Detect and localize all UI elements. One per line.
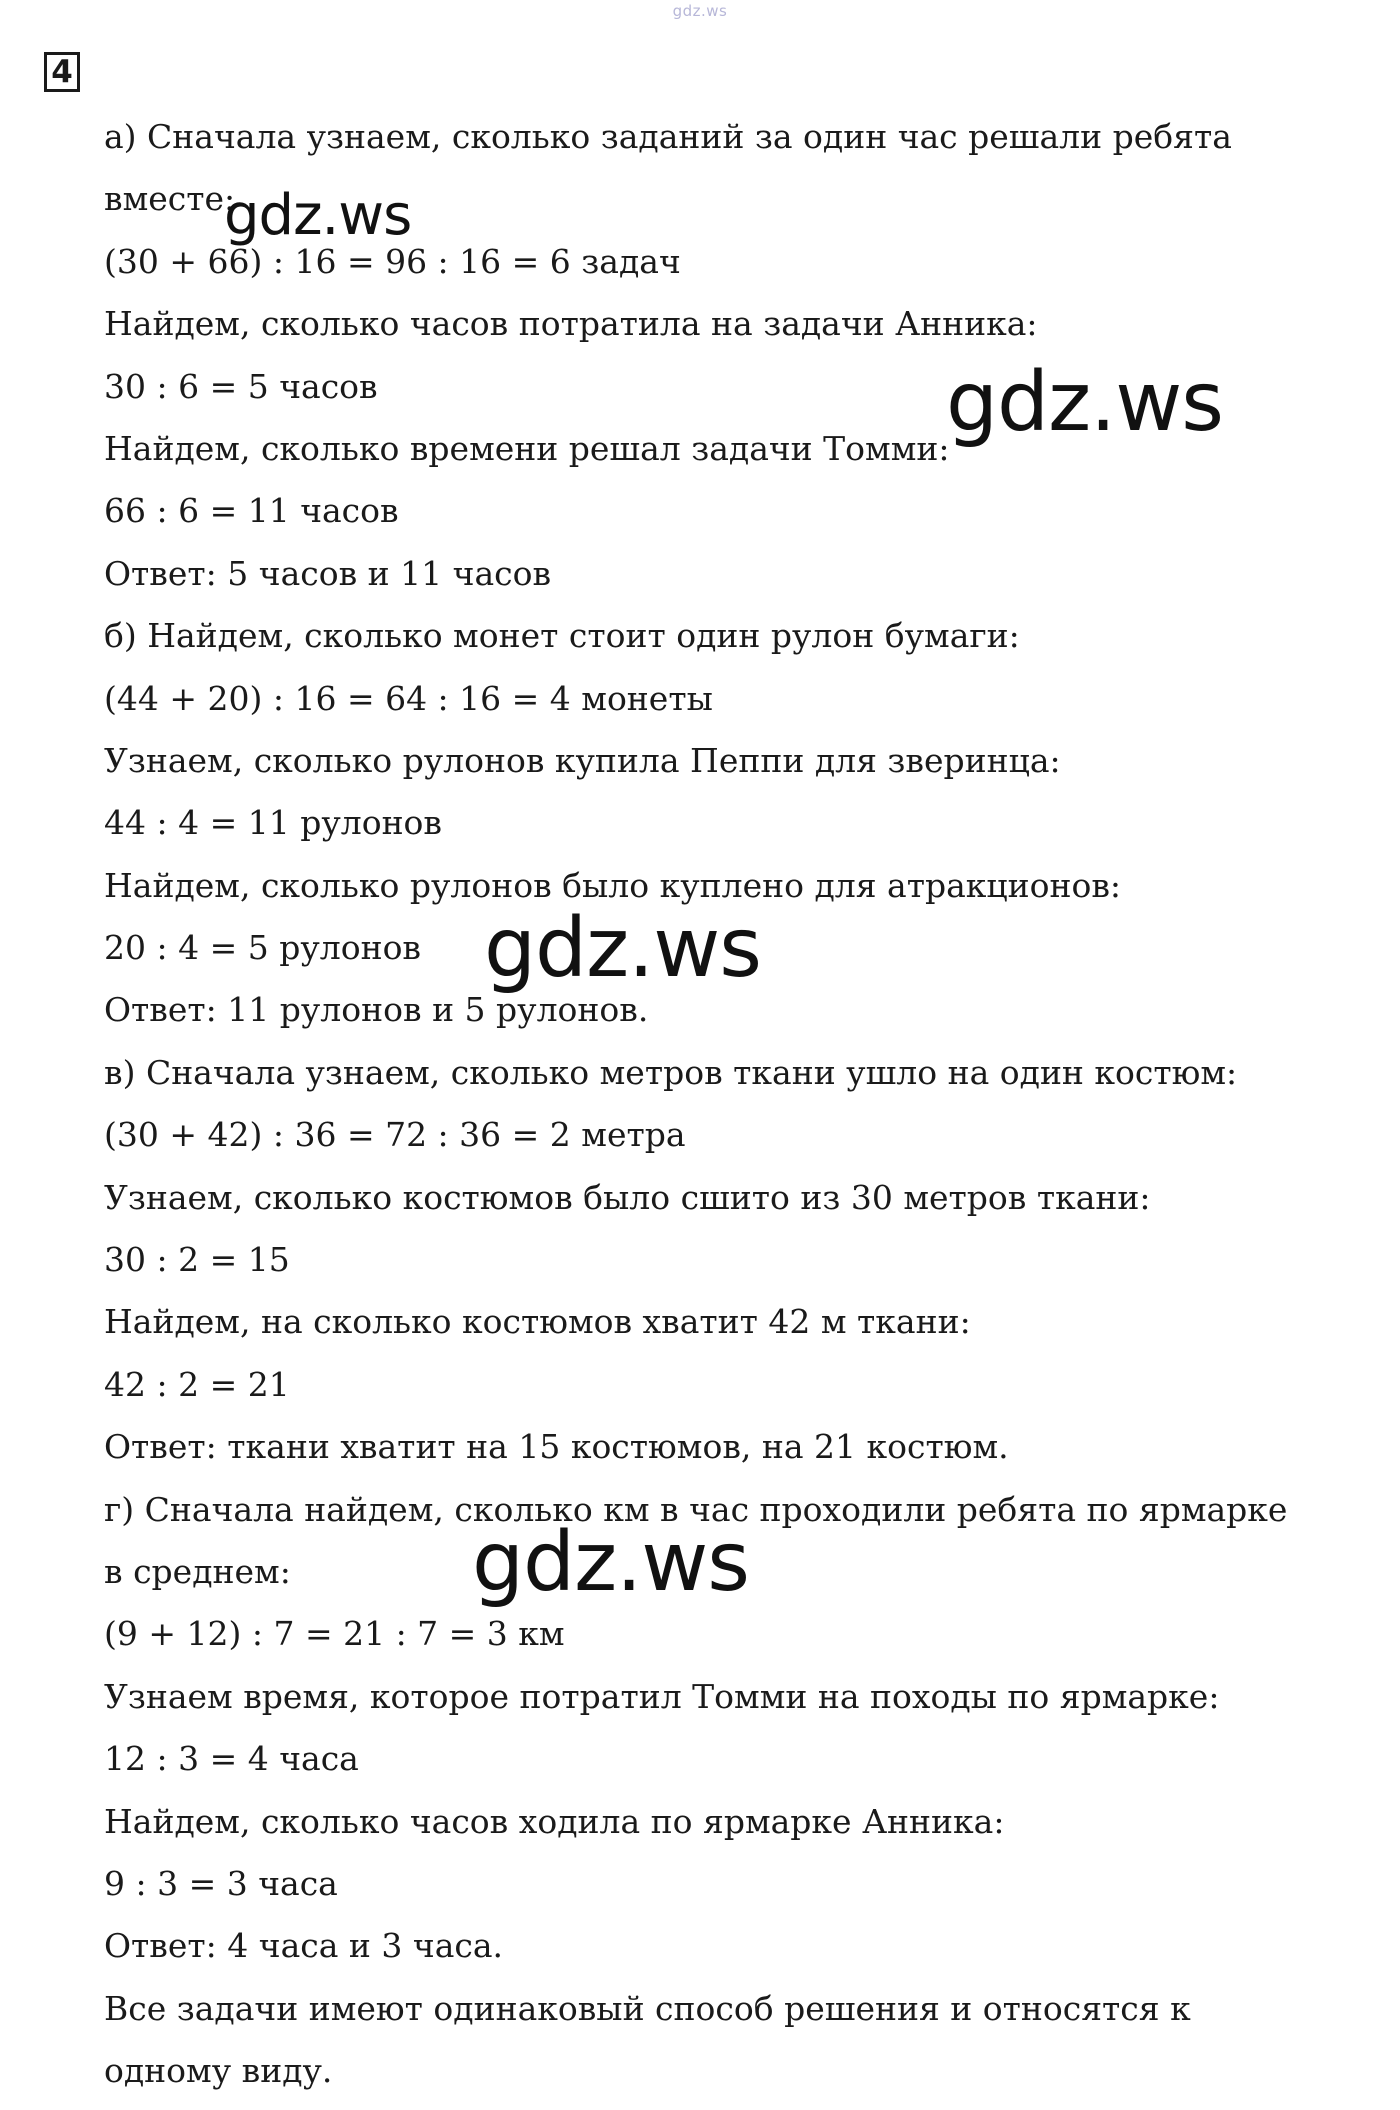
exercise-number-badge: 4 <box>44 52 80 92</box>
text-line: б) Найдем, сколько монет стоит один рулон бумаги: <box>104 616 1020 656</box>
text-line: одному виду. <box>104 2051 333 2091</box>
text-line: в) Сначала узнаем, сколько метров ткани ушло на один костюм: <box>104 1052 1238 1092</box>
text-line: 42 : 2 = 21 <box>104 1364 290 1404</box>
text-line: Узнаем, сколько рулонов купила Пеппи для зверинца: <box>104 740 1061 780</box>
text-line: 30 : 6 = 5 часов <box>104 366 378 406</box>
gdz-watermark: gdz.ws <box>472 1515 749 1610</box>
text-line: Ответ: 11 рулонов и 5 рулонов. <box>104 990 649 1030</box>
text-line: Узнаем время, которое потратил Томми на походы по ярмарке: <box>104 1676 1220 1716</box>
text-line: 66 : 6 = 11 часов <box>104 491 399 531</box>
text-line: Найдем, сколько часов потратила на задачи Анника: <box>104 304 1038 344</box>
text-line: Найдем, сколько часов ходила по ярмарке Анника: <box>104 1801 1005 1841</box>
gdz-watermark: gdz.ws <box>224 183 412 248</box>
text-line: (30 + 42) : 36 = 72 : 36 = 2 метра <box>104 1115 686 1155</box>
text-line: Узнаем, сколько костюмов было сшито из 30 метров ткани: <box>104 1177 1151 1217</box>
text-line: в среднем: <box>104 1551 291 1591</box>
text-line: 20 : 4 = 5 рулонов <box>104 928 422 968</box>
text-line: Все задачи имеют одинаковый способ решения и относятся к <box>104 1988 1191 2028</box>
text-line: 9 : 3 = 3 часа <box>104 1863 338 1903</box>
text-line: Ответ: ткани хватит на 15 костюмов, на 21 костюм. <box>104 1427 1009 1467</box>
site-watermark-top: gdz.ws <box>672 2 728 20</box>
text-line: Найдем, на сколько костюмов хватит 42 м ткани: <box>104 1302 971 1342</box>
text-line: (30 + 66) : 16 = 96 : 16 = 6 задач <box>104 241 681 281</box>
text-line: Ответ: 5 часов и 11 часов <box>104 553 552 593</box>
text-line: (44 + 20) : 16 = 64 : 16 = 4 монеты <box>104 678 713 718</box>
text-line: вместе: <box>104 179 236 219</box>
text-line: г) Сначала найдем, сколько км в час проходили ребята по ярмарке <box>104 1489 1288 1529</box>
text-line: Ответ: 4 часа и 3 часа. <box>104 1926 504 1966</box>
text-line: 44 : 4 = 11 рулонов <box>104 803 443 843</box>
text-line: 30 : 2 = 15 <box>104 1240 290 1280</box>
text-line: (9 + 12) : 7 = 21 : 7 = 3 км <box>104 1614 565 1654</box>
text-line: Найдем, сколько рулонов было куплено для атракционов: <box>104 865 1122 905</box>
gdz-watermark: gdz.ws <box>484 901 761 996</box>
gdz-watermark: gdz.ws <box>946 355 1223 450</box>
text-line: Найдем, сколько времени решал задачи Томми: <box>104 428 950 468</box>
text-line: 12 : 3 = 4 часа <box>104 1739 359 1779</box>
text-line: а) Сначала узнаем, сколько заданий за один час решали ребята <box>104 117 1232 156</box>
